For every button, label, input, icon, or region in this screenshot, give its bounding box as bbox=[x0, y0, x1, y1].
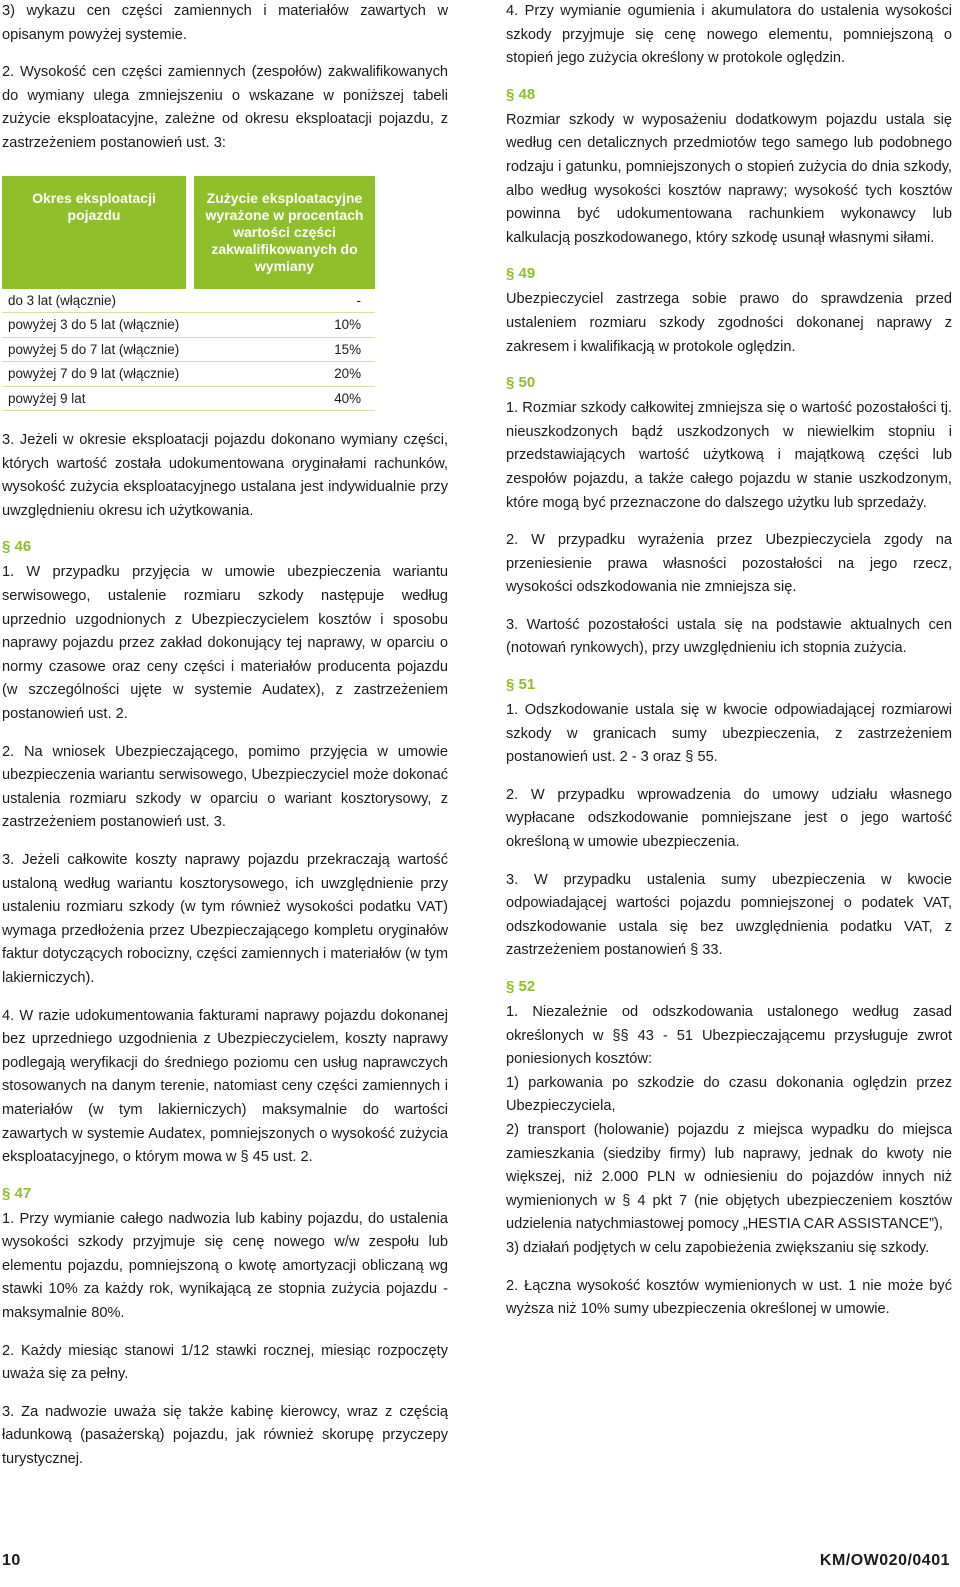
table-row bbox=[2, 362, 375, 387]
table-row bbox=[2, 289, 375, 313]
table-cell-value: 15% bbox=[190, 337, 375, 362]
table-cell-value: 20% bbox=[190, 362, 375, 387]
section-heading-46: § 46 bbox=[2, 538, 32, 556]
paragraph: 2. Wysokość cen części zamiennych (zespołów) zakwalifikowanych do wymiany ulega zmniejszeniu o wskazane w poniższej tabeli zużycie eksploatacyjne, zależne od okresu eksploatacji pojazdu, z zastrzeżeniem postanowień ust. 3: bbox=[2, 64, 448, 151]
section-heading-52: § 52 bbox=[506, 978, 536, 995]
paragraph: 2. Na wniosek Ubezpieczającego, pomimo przyjęcia w umowie ubezpieczenia wariantu serwisowego, Ubezpieczyciel może dokonać ustalenia rozmiaru szkody w oparciu o wariant kosztorysowy, z zastrzeżeniem postanowień ust. 3. bbox=[2, 743, 448, 831]
table-row bbox=[2, 386, 375, 411]
list-item: 3) działań podjętych w celu zapobieżenia zwiększaniu się szkody. bbox=[506, 1239, 930, 1256]
table-header-row bbox=[2, 176, 375, 289]
page-number: 10 bbox=[2, 1552, 21, 1569]
paragraph: 1. Niezależnie od odszkodowania ustalonego według zasad określonych w §§ 43 - 51 Ubezpieczającemu przysługuje zwrot poniesionych kosztów: bbox=[506, 1004, 952, 1068]
paragraph: 4. Przy wymianie ogumienia i akumulatora do ustalenia wysokości szkody przyjmuje się cenę nowego elementu, pomniejszoną o stopień jego zużycia określony w protokole oględzin. bbox=[506, 3, 952, 67]
table-cell-period: powyżej 5 do 7 lat (włącznie) bbox=[2, 337, 190, 362]
paragraph: 3. W przypadku ustalenia sumy ubezpieczenia w kwocie odpowiadającej wartości pojazdu pomniejszonej o podatek VAT, odszkodowanie ustala się bez uwzględnienia podatku VAT, z zastrzeżeniem postanowień § 33. bbox=[506, 871, 952, 959]
table-cell-value: 10% bbox=[190, 313, 375, 338]
table-cell-period: powyżej 9 lat bbox=[2, 386, 190, 411]
paragraph: 1. Przy wymianie całego nadwozia lub kabiny pojazdu, do ustalenia wysokości szkody przyjmuje się cenę nowego w/w zespołu lub elementu pojazdu, pomniejszoną o kwotę amortyzacji obliczaną wg stawki 10% za każdy rok, wynikającą ze stopnia zużycia pojazdu - maksymalnie 80%. bbox=[2, 1210, 448, 1322]
table-cell-period: do 3 lat (włącznie) bbox=[2, 289, 190, 313]
paragraph: Ubezpieczyciel zastrzega sobie prawo do sprawdzenia przed ustaleniem rozmiaru szkody zgodności dokonanej naprawy z zakresem i kwalifikacją w protokole oględzin. bbox=[506, 291, 952, 355]
paragraph: 3. Jeżeli w okresie eksploatacji pojazdu dokonano wymiany części, których wartość została udokumentowana oryginałami rachunków, wysokość zużycia eksploatacyjnego ustalana jest indywidualnie przy uwzględnieniu okresu ich użytkowania. bbox=[2, 432, 448, 519]
section-heading-49: § 49 bbox=[506, 265, 536, 283]
paragraph: Rozmiar szkody w wyposażeniu dodatkowym pojazdu ustala się według cen detalicznych przedmiotów tego samego lub podobnego rodzaju i gatunku, pomniejszonych o stopień zużycia do dnia szkody, albo według wysokości kosztów naprawy; wysokość tych kosztów powinna być udokumentowana rachunkiem wykonawcy lub kalkulacją poszkodowanego, który szkodę usunął własnymi siłami. bbox=[506, 111, 952, 246]
table-header-wear: Zużycie eksploatacyjne wyrażone w procentach wartości części zakwalifikowanych do wymiany bbox=[190, 176, 375, 289]
paragraph: 2. W przypadku wyrażenia przez Ubezpieczyciela zgody na przeniesienie prawa własności pozostałości na jego rzecz, wysokości odszkodowania nie zmniejsza się. bbox=[506, 532, 952, 596]
list-item: 2) transport (holowanie) pojazdu z miejsca wypadku do miejsca zamieszkania (siedziby firmy) lub naprawy, jednak do kwoty nie większej, niż 2.000 PLN w odniesieniu do pojazdów innych niż wymienionych w § 4 pkt 7 (nie objętych ubezpieczeniem kosztów udzielenia natychmiastowej pomocy „HESTIA CAR ASSISTANCE”), bbox=[506, 1121, 952, 1233]
section-heading-50: § 50 bbox=[506, 374, 536, 392]
table-row bbox=[2, 337, 375, 362]
table-row bbox=[2, 313, 375, 338]
table-cell-period: powyżej 3 do 5 lat (włącznie) bbox=[2, 313, 190, 338]
section-heading-51: § 51 bbox=[506, 676, 536, 694]
left-column bbox=[2, 0, 448, 1486]
paragraph: 1. Odszkodowanie ustala się w kwocie odpowiadającej rozmiarowi szkody w granicach sumy ubezpieczenia, z zastrzeżeniem postanowień ust. 2 - 3 oraz § 55. bbox=[506, 702, 952, 766]
paragraph: 2. Każdy miesiąc stanowi 1/12 stawki rocznej, miesiąc rozpoczęty uważa się za pełny. bbox=[2, 1342, 448, 1383]
list-item: 1) parkowania po szkodzie do czasu dokonania oględzin przez Ubezpieczyciela, bbox=[506, 1074, 952, 1115]
wear-table bbox=[2, 176, 375, 412]
paragraph: 3) wykazu cen części zamiennych i materiałów zawartych w opisanym powyżej systemie. bbox=[2, 3, 448, 43]
paragraph: 4. W razie udokumentowania fakturami naprawy pojazdu dokonanej bez uprzedniego uzgodnienia z Ubezpieczycielem, koszty naprawy podlegają weryfikacji do średniego poziomu cen usług naprawczych stosowanych na danym terenie, natomiast ceny części zamiennych i materiałów (w tym lakierniczych) maksymalnie do wartości zawartych w systemie Audatex, pomniejszonych o wysokość zużycia eksploatacyjnego, o którym mowa w § 45 ust. 2. bbox=[2, 1007, 448, 1166]
table-cell-value: - bbox=[190, 289, 375, 313]
table-header-period: Okres eksploatacji pojazdu bbox=[2, 176, 190, 289]
section-heading-47: § 47 bbox=[2, 1184, 32, 1202]
paragraph: 3. Jeżeli całkowite koszty naprawy pojazdu przekraczają wartość ustaloną według wariantu kosztorysowego, ich uwzględnienie przy ustaleniu rozmiaru szkody (w tym również wysokości podatku VAT) wymaga przedłożenia przez Ubezpieczającego kompletu oryginałów faktur dotyczących robocizny, części zamiennych i materiałów (w tym lakierniczych). bbox=[2, 851, 448, 986]
table-cell-period: powyżej 7 do 9 lat (włącznie) bbox=[2, 362, 190, 387]
paragraph: 2. Łączna wysokość kosztów wymienionych w ust. 1 nie może być wyższa niż 10% sumy ubezpieczenia określonej w umowie. bbox=[506, 1277, 952, 1318]
table-cell-value: 40% bbox=[190, 386, 375, 411]
paragraph: 1. Rozmiar szkody całkowitej zmniejsza się o wartość pozostałości tj. nieuszkodzonych bądź uszkodzonych w niewielkim stopniu i przedstawiających wartość użytkową i majątkową części lub zespołów pojazdu, a także całego pojazdu w stanie uszkodzonym, które mogą być przeznaczone do dalszego użytku lub sprzedaży. bbox=[506, 400, 952, 511]
section-heading-48: § 48 bbox=[506, 85, 536, 103]
paragraph: 3. Wartość pozostałości ustala się na podstawie aktualnych cen (notowań rynkowych), przy uwzględnieniu ich stopnia zużycia. bbox=[506, 616, 952, 657]
paragraph: 2. W przypadku wprowadzenia do umowy udziału własnego wypłacane odszkodowanie pomniejszane jest o jego wartość określoną w umowie ubezpieczenia. bbox=[506, 786, 952, 851]
paragraph: 1. W przypadku przyjęcia w umowie ubezpieczenia wariantu serwisowego, ustalenie rozmiaru szkody następuje według uprzednio uzgodnionych z Ubezpieczycielem kosztów i sposobu naprawy pojazdu przez zakład dokonujący tej naprawy, w oparciu o normy czasowe oraz ceny części i materiałów producenta pojazdu (w szczególności ujęte w systemie Audatex), z zastrzeżeniem postanowień ust. 2. bbox=[2, 564, 448, 722]
right-column bbox=[506, 0, 952, 1336]
paragraph: 3. Za nadwozie uważa się także kabinę kierowcy, wraz z częścią ładunkową (pasażerską) pojazdu, jak również skorupę przyczepy turystycznej. bbox=[2, 1403, 448, 1468]
document-code: KM/OW020/0401 bbox=[819, 1552, 950, 1569]
